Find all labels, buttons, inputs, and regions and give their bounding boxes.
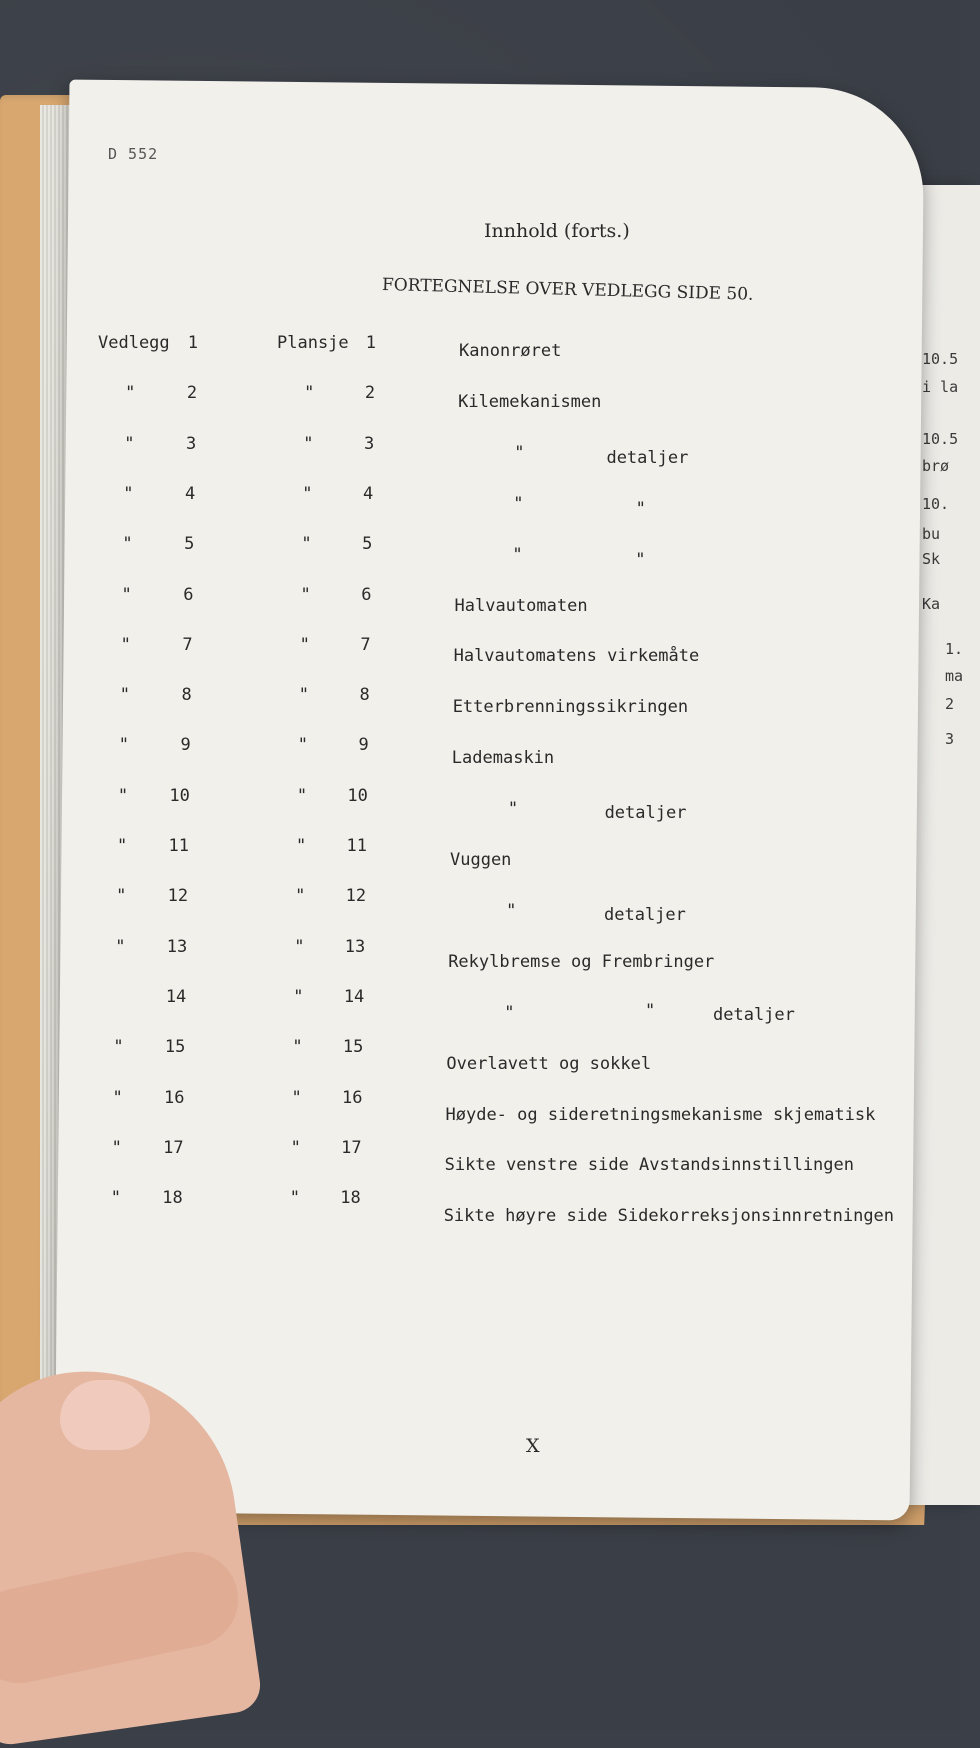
plansje-label: " (294, 936, 305, 957)
vedlegg-label: " (111, 1137, 122, 1158)
description: Halvautomatens virkemåte (453, 646, 700, 667)
vedlegg-label: " (110, 1188, 121, 1209)
plansje-number: 2 (364, 383, 376, 404)
vedlegg-label: " (113, 1037, 124, 1058)
vedlegg-label: " (120, 634, 131, 655)
vedlegg-label: " (124, 433, 135, 454)
list-item (0, 886, 960, 925)
plansje-label: " (289, 1188, 300, 1209)
vedlegg-number: 6 (183, 584, 194, 605)
description: Sikte høyre side Sidekorreksjonsinnretningen (443, 1206, 895, 1227)
vedlegg-number: 13 (166, 936, 188, 957)
right-page-fragment: Ka (922, 595, 941, 613)
plansje-number: 13 (344, 936, 366, 957)
description: " (507, 799, 519, 820)
description-ditto: " (645, 1000, 656, 1021)
list-item (0, 635, 960, 665)
plansje-label: " (290, 1137, 301, 1158)
list-item (0, 836, 960, 870)
description: Høyde- og sideretningsmekanisme skjematisk (445, 1104, 876, 1125)
description: Overlavett og sokkel (446, 1053, 652, 1074)
plansje-number: 15 (342, 1037, 364, 1058)
description: Vuggen (450, 850, 512, 870)
plansje-number: 1 (365, 333, 376, 353)
vedlegg-label: " (123, 483, 134, 504)
plansje-label: " (301, 534, 312, 555)
description-detail: detaljer (604, 803, 687, 824)
plansje-number: 3 (363, 433, 375, 454)
list-item (0, 1188, 960, 1227)
vedlegg-label: " (125, 383, 136, 404)
right-page-fragment: 1. (945, 640, 964, 658)
description: " (512, 544, 523, 565)
vedlegg-number: 14 (165, 986, 187, 1007)
description: " (513, 493, 524, 514)
list-item (0, 1037, 960, 1074)
description: " (506, 900, 517, 921)
plansje-label: " (298, 685, 309, 706)
plansje-label: " (302, 483, 313, 504)
thumbnail (60, 1380, 150, 1450)
vedlegg-number: 11 (168, 836, 189, 856)
description: Rekylbremse og Frembringer (448, 951, 715, 972)
plansje-number: 12 (345, 886, 367, 907)
list-item (0, 936, 960, 972)
document-id: D 552 (108, 145, 159, 163)
page-number: X (526, 1435, 540, 1457)
description: Lademaskin (451, 748, 555, 769)
list-item (0, 1137, 960, 1176)
list-item (0, 483, 960, 520)
list-item (0, 785, 960, 824)
vedlegg-label: " (118, 735, 130, 756)
description-detail: " (635, 549, 646, 570)
right-page-fragment: 3 (945, 730, 955, 748)
description: Kanonrøret (459, 341, 562, 361)
plansje-label: " (300, 584, 311, 605)
list-item (0, 585, 960, 615)
plansje-number: 11 (346, 836, 367, 856)
plansje-label: " (296, 836, 307, 856)
vedlegg-label: " (112, 1087, 123, 1108)
vedlegg-label: Vedlegg (98, 333, 170, 353)
vedlegg-number: 12 (167, 886, 189, 907)
vedlegg-label: " (121, 584, 132, 605)
description: " (504, 1002, 515, 1023)
plansje-label: " (297, 735, 309, 756)
right-page-fragment: ma (945, 667, 964, 685)
description-detail: " (635, 499, 646, 520)
plansje-label: " (293, 986, 304, 1007)
vedlegg-number: 17 (163, 1137, 184, 1158)
plansje-label: " (295, 886, 306, 907)
vedlegg-number: 3 (185, 433, 197, 454)
plansje-label: " (299, 634, 310, 655)
list-item (0, 735, 960, 769)
list-item (0, 383, 960, 413)
vedlegg-number: 8 (181, 685, 192, 706)
right-page-fragment: 10. (922, 495, 950, 513)
plansje-number: 5 (362, 534, 373, 555)
list-item (0, 534, 960, 570)
description: " (514, 442, 525, 463)
plansje-number: 7 (360, 634, 371, 655)
vedlegg-number: 18 (162, 1188, 183, 1209)
vedlegg-number: 4 (185, 483, 196, 504)
plansje-label: " (303, 433, 314, 454)
vedlegg-number: 1 (187, 333, 198, 353)
vedlegg-label: " (122, 534, 133, 555)
description: Sikte venstre side Avstandsinnstillingen (444, 1155, 854, 1176)
description-detail: detaljer (604, 904, 686, 925)
vedlegg-number: 7 (182, 634, 193, 655)
plansje-label: " (304, 383, 315, 404)
list-item (0, 333, 960, 363)
right-page-fragment: Sk (922, 550, 941, 568)
plansje-label: " (296, 785, 308, 806)
page-subheading: FORTEGNELSE OVER VEDLEGG SIDE 50. (381, 275, 754, 305)
plansje-label: " (292, 1037, 303, 1058)
description: Etterbrenningssikringen (452, 697, 689, 718)
description: Halvautomaten (454, 595, 588, 616)
vedlegg-number: 2 (186, 383, 198, 404)
plansje-label: " (291, 1087, 302, 1108)
right-page-fragment: 10.5 (922, 430, 959, 448)
vedlegg-number: 16 (164, 1087, 185, 1108)
description-detail: detaljer (713, 1004, 795, 1025)
right-page-fragment: i la (922, 378, 959, 396)
vedlegg-label: " (117, 785, 129, 806)
list-item (0, 1087, 960, 1125)
list-item (0, 685, 960, 718)
vedlegg-number: 15 (164, 1037, 186, 1058)
plansje-number: 10 (347, 785, 368, 806)
right-page-fragment: 10.5 (922, 350, 959, 368)
vedlegg-number: 9 (180, 735, 191, 756)
plansje-number: 9 (358, 735, 369, 756)
plansje-label: Plansje (277, 333, 349, 353)
description-detail: detaljer (606, 448, 689, 469)
list-item (0, 986, 960, 1025)
vedlegg-label: " (117, 836, 128, 856)
description: Kilemekanismen (458, 391, 602, 412)
vedlegg-label: " (115, 936, 126, 957)
right-page-fragment: bu (922, 525, 941, 543)
vedlegg-number: 5 (184, 534, 195, 555)
vedlegg-label: " (116, 886, 127, 907)
page-heading: Innhold (forts.) (484, 220, 630, 242)
vedlegg-label: " (119, 685, 130, 706)
plansje-number: 17 (341, 1137, 362, 1158)
right-page-fragment: brø (922, 457, 950, 475)
plansje-number: 4 (363, 483, 374, 504)
plansje-number: 6 (361, 584, 372, 605)
plansje-number: 14 (343, 986, 365, 1007)
right-page-fragment: 2 (945, 695, 955, 713)
plansje-number: 16 (342, 1087, 363, 1108)
vedlegg-number: 10 (169, 785, 190, 806)
plansje-number: 8 (359, 685, 370, 706)
plansje-number: 18 (340, 1188, 361, 1209)
